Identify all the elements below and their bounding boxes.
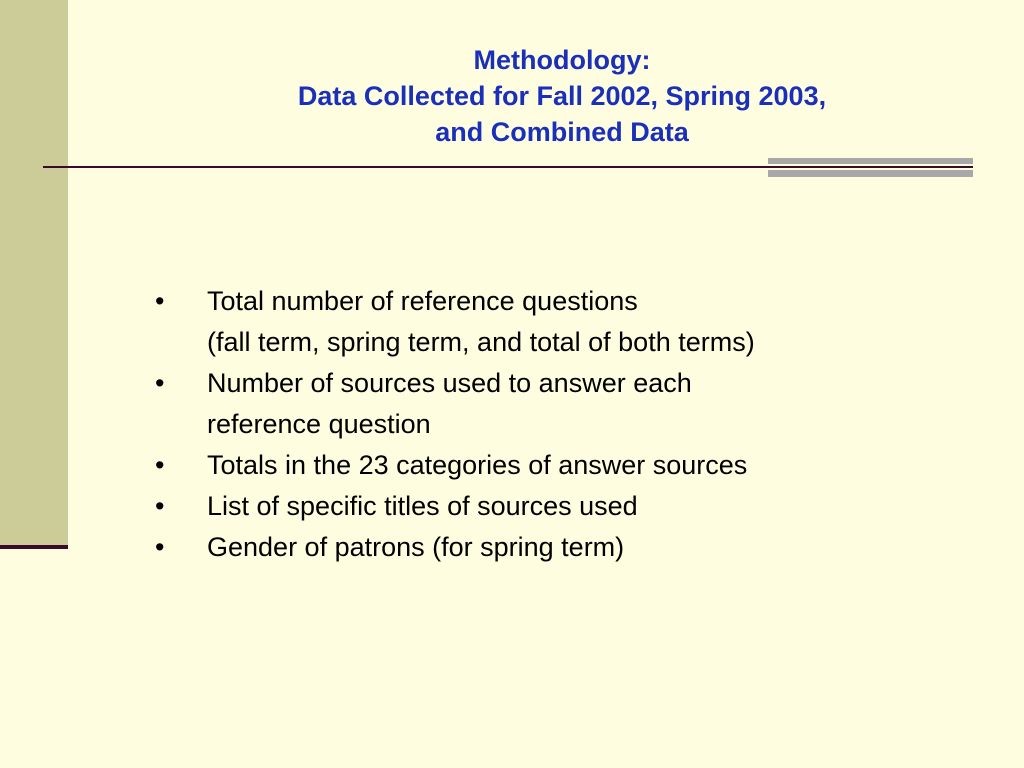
bullet-dot: • xyxy=(155,368,165,398)
bullet-item xyxy=(155,527,955,568)
accent-bar xyxy=(768,158,973,164)
bullet-dot: • xyxy=(155,286,165,316)
bullet-text: Totals in the 23 categories of answer sources xyxy=(207,450,748,480)
side-bar-underline xyxy=(0,545,68,549)
slide-title xyxy=(200,42,924,150)
bullet-dot: • xyxy=(155,491,165,521)
bullet-text: List of specific titles of sources used xyxy=(207,491,638,521)
bullet-item xyxy=(155,486,955,527)
title-line: and Combined Data xyxy=(435,117,689,147)
bullet-dot: • xyxy=(155,532,165,562)
bullet-text: Gender of patrons (for spring term) xyxy=(207,532,625,562)
bullet-text: (fall term, spring term, and total of both terms) xyxy=(207,327,755,357)
bullet-text: reference question xyxy=(207,409,431,439)
title-line: Methodology: xyxy=(473,45,651,75)
title-accent-bars xyxy=(768,158,973,178)
side-bar-decoration xyxy=(0,0,68,547)
bullet-text: Total number of reference questions xyxy=(207,286,638,316)
bullet-item xyxy=(155,281,955,363)
bullet-item xyxy=(155,445,955,486)
bullet-text: Number of sources used to answer each xyxy=(207,368,692,398)
title-line: Data Collected for Fall 2002, Spring 2003, xyxy=(297,81,827,111)
bullet-list xyxy=(155,281,955,568)
accent-bar xyxy=(768,170,973,177)
bullet-dot: • xyxy=(155,450,165,480)
bullet-item xyxy=(155,363,955,445)
